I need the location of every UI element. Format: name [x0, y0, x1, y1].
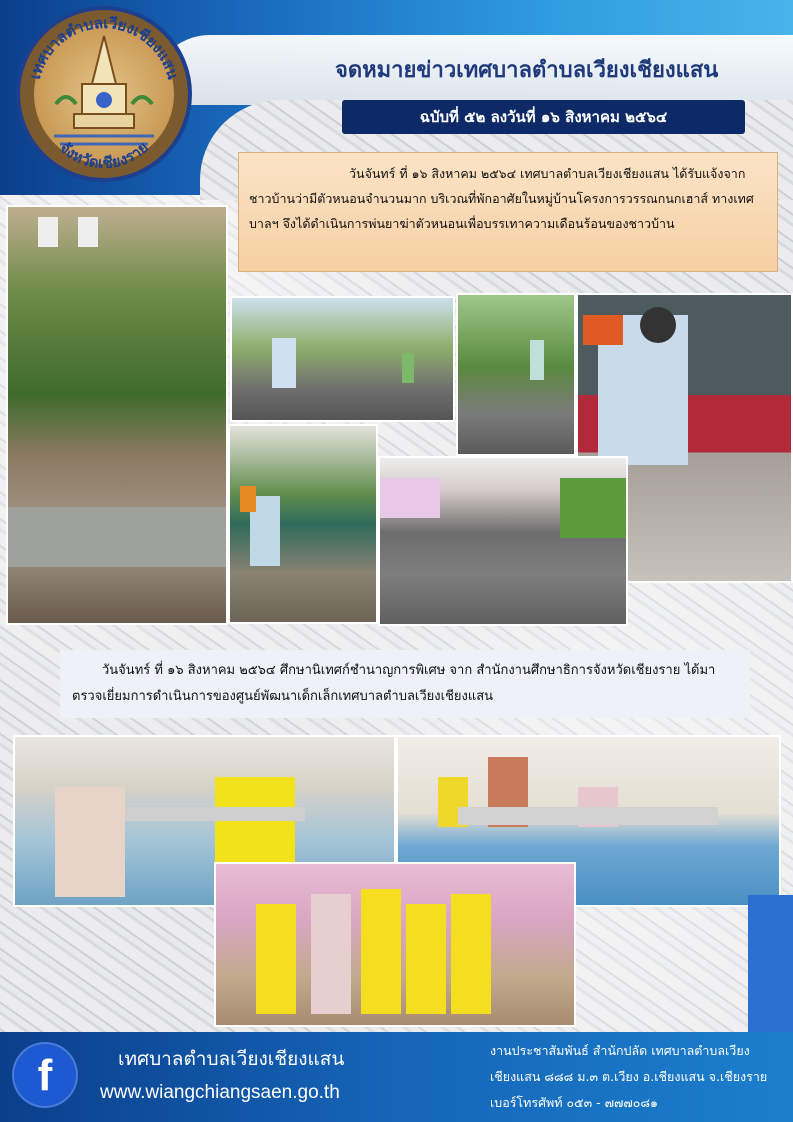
seal-bottom-text: จังหวัดเชียงราย — [56, 138, 152, 173]
municipality-seal — [16, 6, 192, 182]
footer — [0, 1032, 793, 1122]
decorative-sidebar — [748, 895, 793, 1033]
footer-org-name: เทศบาลตำบลเวียงเชียงแสน — [118, 1048, 345, 1070]
photo-inspection-group — [214, 862, 576, 1027]
photo-worms-ground — [6, 205, 228, 625]
footer-website-link[interactable]: www.wiangchiangsaen.go.th — [100, 1082, 340, 1103]
news-item-2-text: วันจันทร์ ที่ ๑๖ สิงหาคม ๒๕๖๔ ศึกษานิเทศก์ชำนาญการพิเศษ จาก สำนักงานศึกษาธิการจังหวัดเชียงราย ได้มาตรวจเยี่ยมการดำเนินการของศูนย์พัฒนาเด็กเล็กเทศบาลตำบลเวียงเชียงแสน — [60, 650, 750, 718]
page-title: จดหมายข่าวเทศบาลตำบลเวียงเชียงแสน — [335, 58, 719, 83]
photo-spraying-street-2 — [456, 293, 576, 456]
facebook-icon[interactable]: f — [12, 1042, 78, 1108]
seal-text-ring — [20, 10, 188, 178]
photo-spraying-yard — [228, 424, 378, 624]
photo-spraying-alley — [378, 456, 628, 626]
svg-text:เทศบาลตำบลเวียงเชียงแสน — [26, 14, 182, 82]
seal-top-text: เทศบาลตำบลเวียงเชียงแสน — [25, 13, 183, 82]
svg-text:จังหวัดเชียงราย — [56, 138, 152, 172]
footer-contact: งานประชาสัมพันธ์ สำนักปลัด เทศบาลตำบลเวียงเชียงแสน ๘๘๘ ม.๓ ต.เวียง อ.เชียงแสน จ.เชียงราย เบอร์โทรศัพท์ ๐๕๓ - ๗๗๗๐๘๑ — [490, 1043, 768, 1110]
photo-spraying-street-1 — [230, 296, 455, 422]
news-item-1-text: วันจันทร์ ที่ ๑๖ สิงหาคม ๒๕๖๔ เทศบาลตำบลเวียงเชียงแสน ได้รับแจ้งจากชาวบ้านว่ามีตัวหนอนจำนวนมาก บริเวณที่พักอาศัยในหมู่บ้านโครงการวรรณกนกเฮาส์ ทางเทศบาลฯ จึงได้ดำเนินการพ่นยาฆ่าตัวหนอนเพื่อบรรเทาความเดือนร้อนของชาวบ้าน — [238, 152, 778, 272]
issue-badge: ฉบับที่ ๕๒ ลงวันที่ ๑๖ สิงหาคม ๒๕๖๔ — [342, 100, 745, 134]
